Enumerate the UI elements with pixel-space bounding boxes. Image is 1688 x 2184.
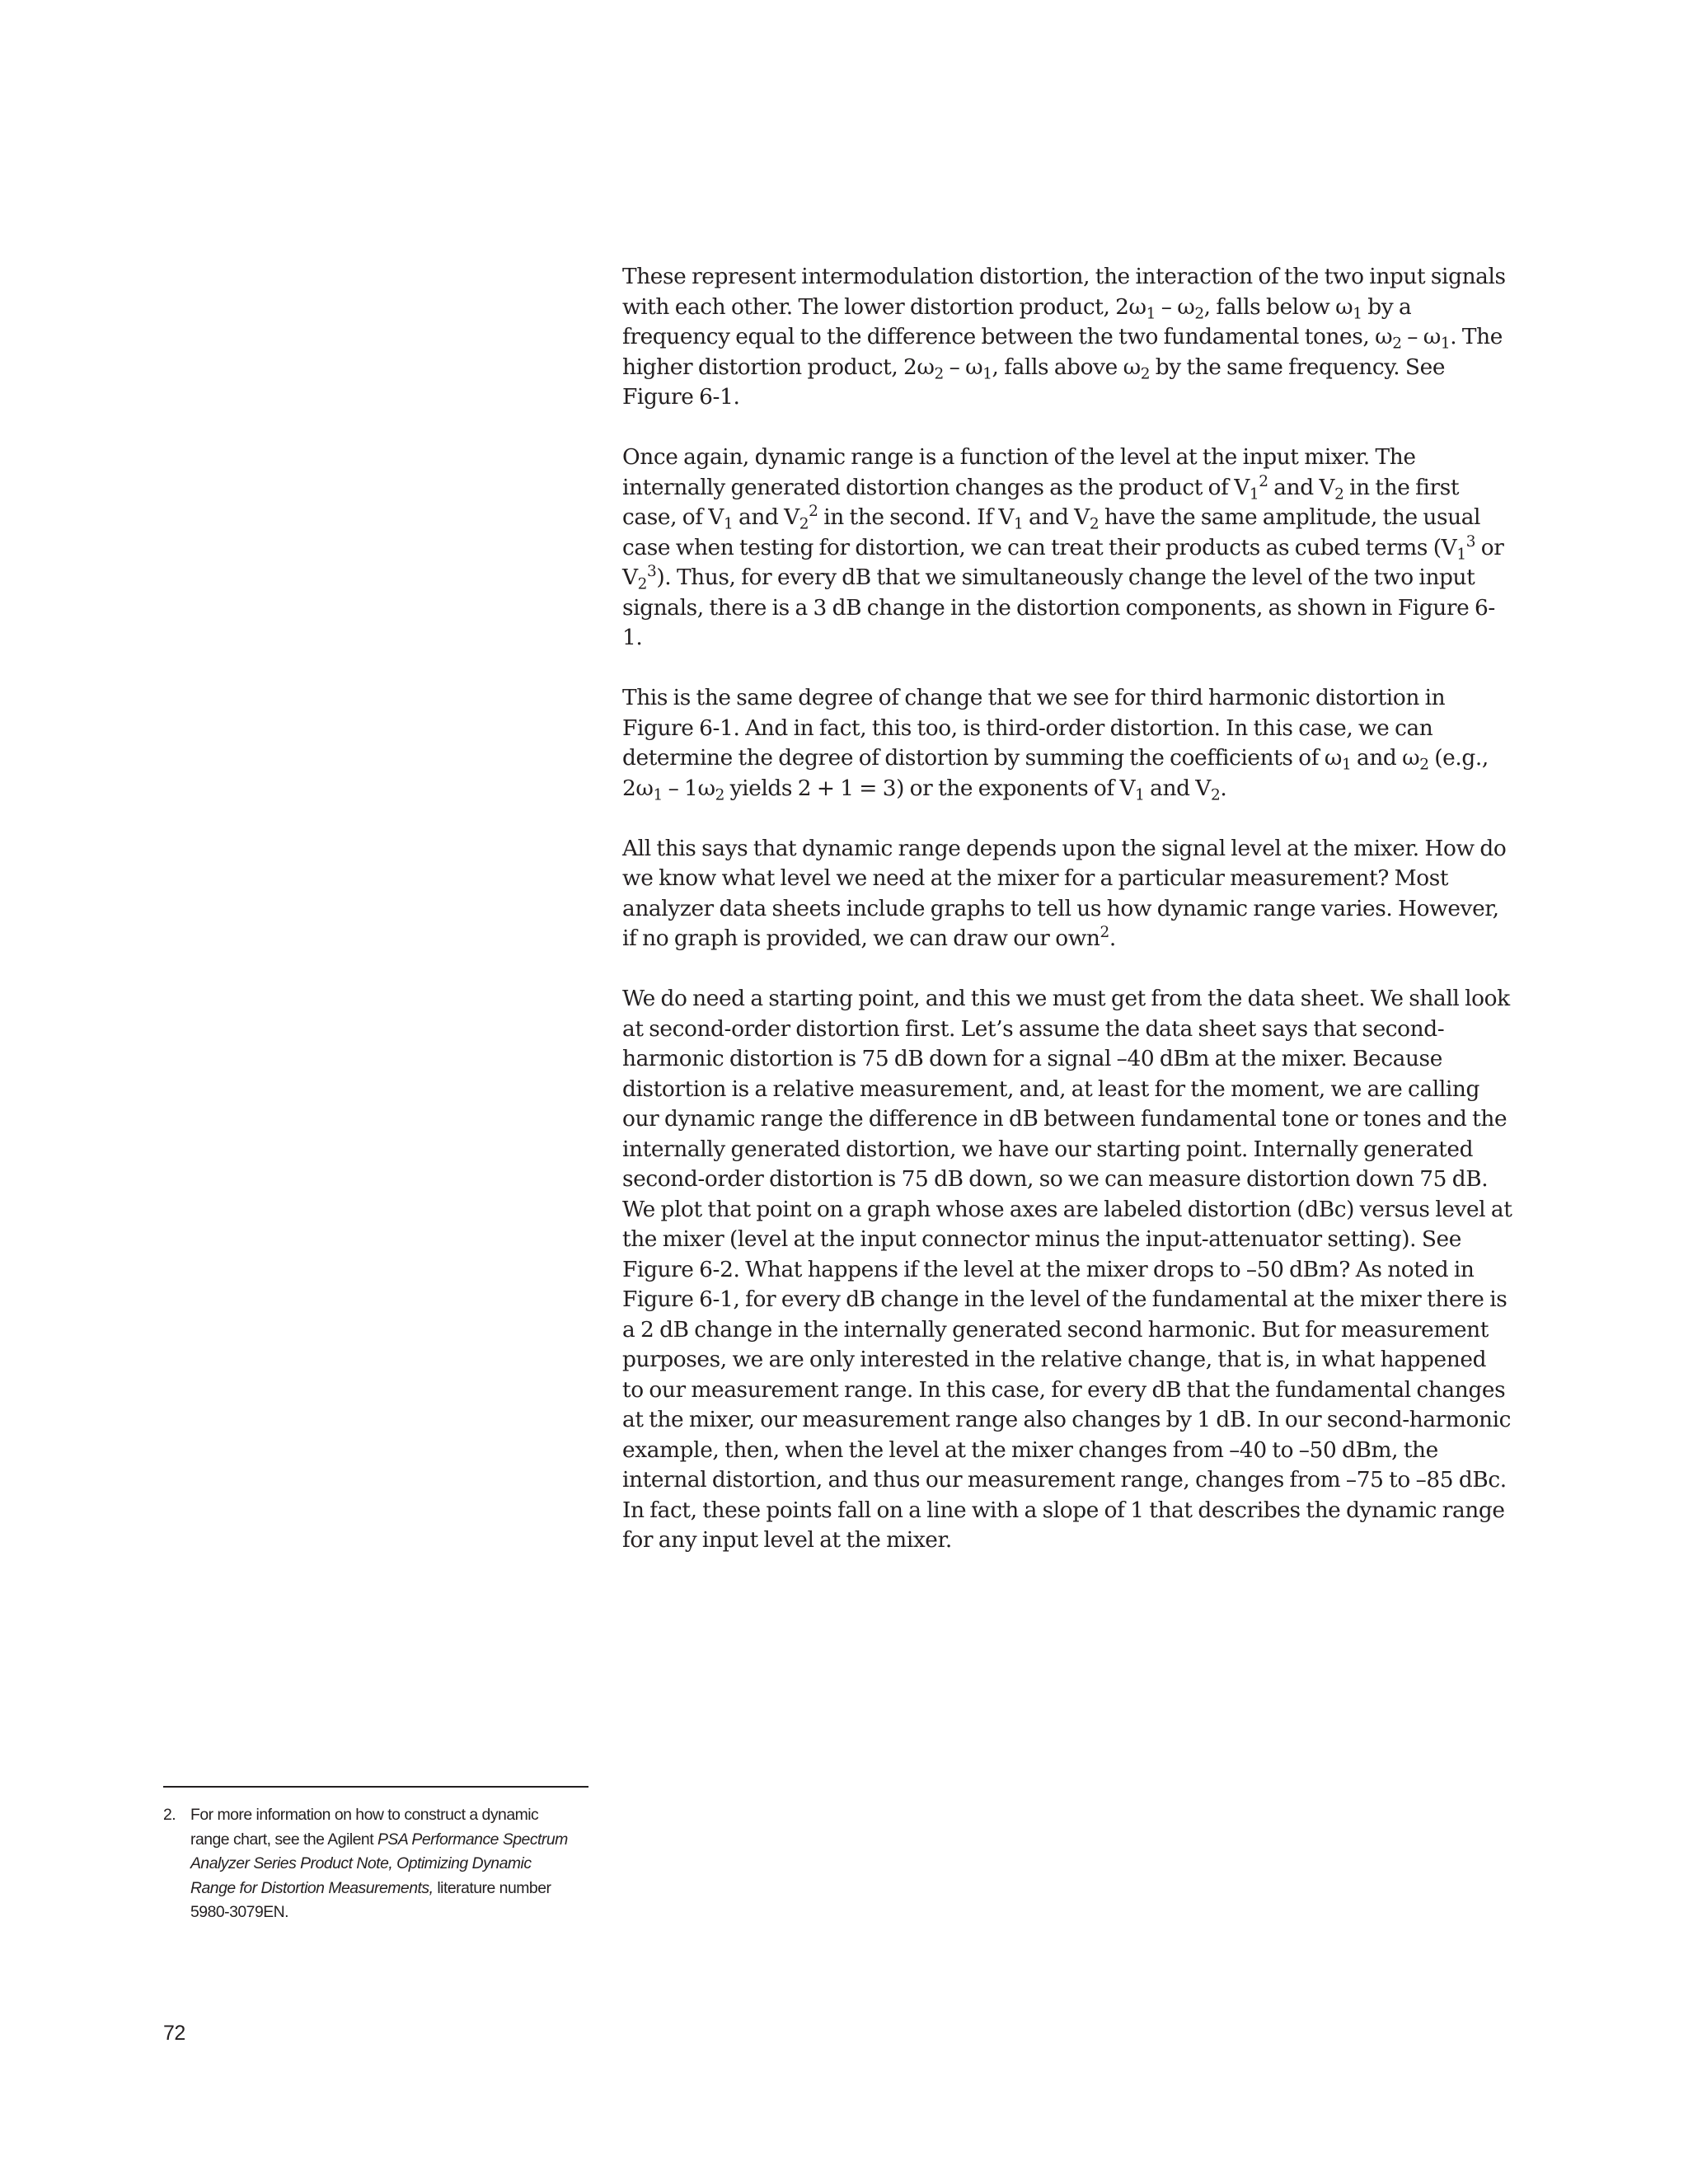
footnote-text: For more information on how to construct a dynamic range chart, see the Agilent PSA Performance Spectrum Analyzer Series Product Note, Optimizing Dynamic Range for Distortion Measurements, literature number 5980-3079EN. [190, 1806, 568, 1922]
footnote-divider [163, 1786, 588, 1788]
footnote [163, 1803, 575, 1925]
footnote-publication-title: PSA Performance Spectrum Analyzer Series Product Note, Optimizing Dynamic Range for Distortion Measurements, [190, 1830, 568, 1897]
paragraph-starting-point: We do need a starting point, and this we must get from the data sheet. We shall look at second-order distortion first. Let’s assume the data sheet says that second-harmonic distortion is 75 dB down for a signal –40 dBm at the mixer. Because distortion is a relative measurement, and, at least for the moment, we are calling our dynamic range the difference in dB between fundamental tone or tones and the internally generated distortion, we have our starting point. Internally generated second-order distortion is 75 dB down, so we can measure distortion down 75 dB. We plot that point on a graph whose axes are labeled distortion (dBc) versus level at the mixer (level at the input connector minus the input-attenuator setting). See Figure 6-2. What happens if the level at the mixer drops to –50 dBm? As noted in Figure 6-1, for every dB change in the level of the fundamental at the mixer there is a 2 dB change in the internally generated second harmonic. But for measurement purposes, we are only interested in the relative change, that is, in what happened to our measurement range. In this case, for every dB that the fundamental changes at the mixer, our measurement range also changes by 1 dB. In our second-harmonic example, then, when the level at the mixer changes from –40 to –50 dBm, the internal distortion, and thus our measurement range, changes from –75 to –85 dBc. In fact, these points fall on a line with a slope of 1 that describes the dynamic range for any input level at the mixer. [622, 986, 1512, 1553]
paragraph-third-order: This is the same degree of change that we see for third harmonic distortion in Figure 6-1. And in fact, this too, is third-order distortion. In this case, we can determine the degree of distortion by summing the coefficients of $\omega_1$ and $\omega_2$ (e.g., $2\omega_1 - 1\omega_2$ yields 2 + 1 = 3) or the exponents of $V_1$ and $V_2$. [622, 685, 1489, 804]
paragraph-signal-level: All this says that dynamic range depends upon the signal level at the mixer. How do we know what level we need at the mixer for a particular measurement? Most analyzer data sheets include graphs to tell us how dynamic range varies. However, if no graph is provided, we can draw our own$^2$. [622, 835, 1507, 951]
page-number: 72 [163, 2022, 185, 2045]
paragraph-intermodulation: These represent intermodulation distortion, the interaction of the two input signals with each other. The lower distortion product, $2\omega_1 - \omega_2$, falls below $\omega_1$ by a frequency equal to the difference between the two fundamental tones, $\omega_2 - \omega_1$. The higher distortion product, $2\omega_2 - \omega_1$, falls above $\omega_2$ by the same frequency. See Figure 6-1. [622, 264, 1506, 410]
footnote-number: 2. [163, 1806, 176, 1824]
body-text [622, 262, 1512, 1586]
footnote-reference: 2 [1100, 923, 1109, 941]
paragraph-dynamic-range: Once again, dynamic range is a function of the level at the input mixer. The internally generated distortion changes as the product of $V_1^2$ and $V_2$ in the first case, of $V_1$ and $V_2^2$ in the second. If $V_1$ and $V_2$ have the same amplitude, the usual case when testing for distortion, we can treat their products as cubed terms ($V_1^3$ or $V_2^3$). Thus, for every dB that we simultaneously change the level of the two input signals, there is a 3 dB change in the distortion components, as shown in Figure 6-1. [622, 444, 1504, 650]
